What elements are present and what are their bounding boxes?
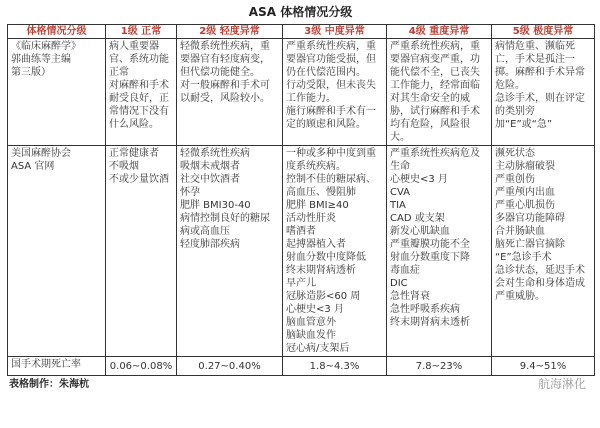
mortality-cell: 0.27~0.40% <box>177 357 283 376</box>
table-cell: 病情危重、濒临死亡，手术是孤注一掷。麻醉和手术异常危险。 急诊手术，则在评定的类别旁加“E”或“急” <box>492 39 595 146</box>
table-credit: 表格制作：朱海杭 <box>9 379 89 390</box>
header-level-4: 4级 重度异常 <box>387 25 492 39</box>
header-level-1: 1级 正常 <box>106 25 177 39</box>
table-cell: 严重系统性疾病危及生命 心梗史<3 月 CVA TIA CAD 或支架 新发心肌缺血 严重瓣膜功能不全 射血分数重度下降 毒血症 DIC 急性肾衰 急性呼吸系疾病 终末期肾病未透析 <box>387 146 492 357</box>
bottom-bar <box>7 378 594 391</box>
mortality-cell: 1.8~4.3% <box>283 357 387 376</box>
table-cell: 轻微系统性疾病，重要器官有轻度病变，但代偿功能健全。 对一般麻醉和手术可以耐受，风险较小。 <box>177 39 283 146</box>
row-label: 美国麻醉协会 ASA 官网 <box>8 146 106 357</box>
asa-classification-table <box>7 24 595 376</box>
header-level-5: 5级 极度异常 <box>492 25 595 39</box>
table-row <box>8 39 595 146</box>
mortality-cell: 7.8~23% <box>387 357 492 376</box>
header-category: 体格情况分级 <box>8 25 106 39</box>
header-level-3: 3级 中度异常 <box>283 25 387 39</box>
table-cell: 濒死状态 主动脉瘤破裂 严重创伤 严重颅内出血 严重心肌损伤 多器官功能障碍 合并肠缺血 脑死亡器官摘除 “E”急诊手术 急诊状态，延迟手术会对生命和身体造成严重威胁。 <box>492 146 595 357</box>
watermark: 航海淋化 <box>537 377 586 391</box>
mortality-cell: 9.4~51% <box>492 357 595 376</box>
row-label: 《临床麻醉学》 郭曲练等主编 第三版） <box>8 39 106 146</box>
table-cell: 严重系统性疾病，重要器官功能受损，但仍在代偿范围内。 行动受限，但未丧失工作能力。 施行麻醉和手术有一定的顾虑和风险。 <box>283 39 387 146</box>
header-level-2: 2级 轻度异常 <box>177 25 283 39</box>
table-row <box>8 146 595 357</box>
row-label: 国手术期死亡率 <box>8 357 106 376</box>
table-cell: 轻微系统性疾病 吸烟未戒烟者 社交中饮酒者 怀孕 肥胖 BMI30-40 病情控制良好的糖尿病或高血压 轻度肺部疾病 <box>177 146 283 357</box>
mortality-row <box>8 357 595 376</box>
mortality-cell: 0.06~0.08% <box>106 357 177 376</box>
page-title: ASA 体格情况分级 <box>248 5 353 19</box>
table-cell: 病人重要器官、系统功能正常 对麻醉和手术耐受良好，正常情况下没有什么风险。 <box>106 39 177 146</box>
table-cell: 一种或多种中度到重度系统疾病。 控制不佳的糖尿病、高血压、慢阻肺 肥胖 BMI≥40 活动性肝炎 嗜酒者 起搏器植入者 射血分数中度降低 终末期肾病透析 早产儿 冠脉造影<60 周 心梗史<3 月 脑血管意外 脑缺血发作 冠心病/支架后 <box>283 146 387 357</box>
table-cell: 严重系统性疾病，重要器官病变严重，功能代偿不全，已丧失工作能力，经常面临对其生命安全的威胁，试行麻醉和手术均有危险，风险很大。 <box>387 39 492 146</box>
header-row <box>8 25 595 39</box>
table-cell: 正常健康者 不吸烟 不或少量饮酒 <box>106 146 177 357</box>
